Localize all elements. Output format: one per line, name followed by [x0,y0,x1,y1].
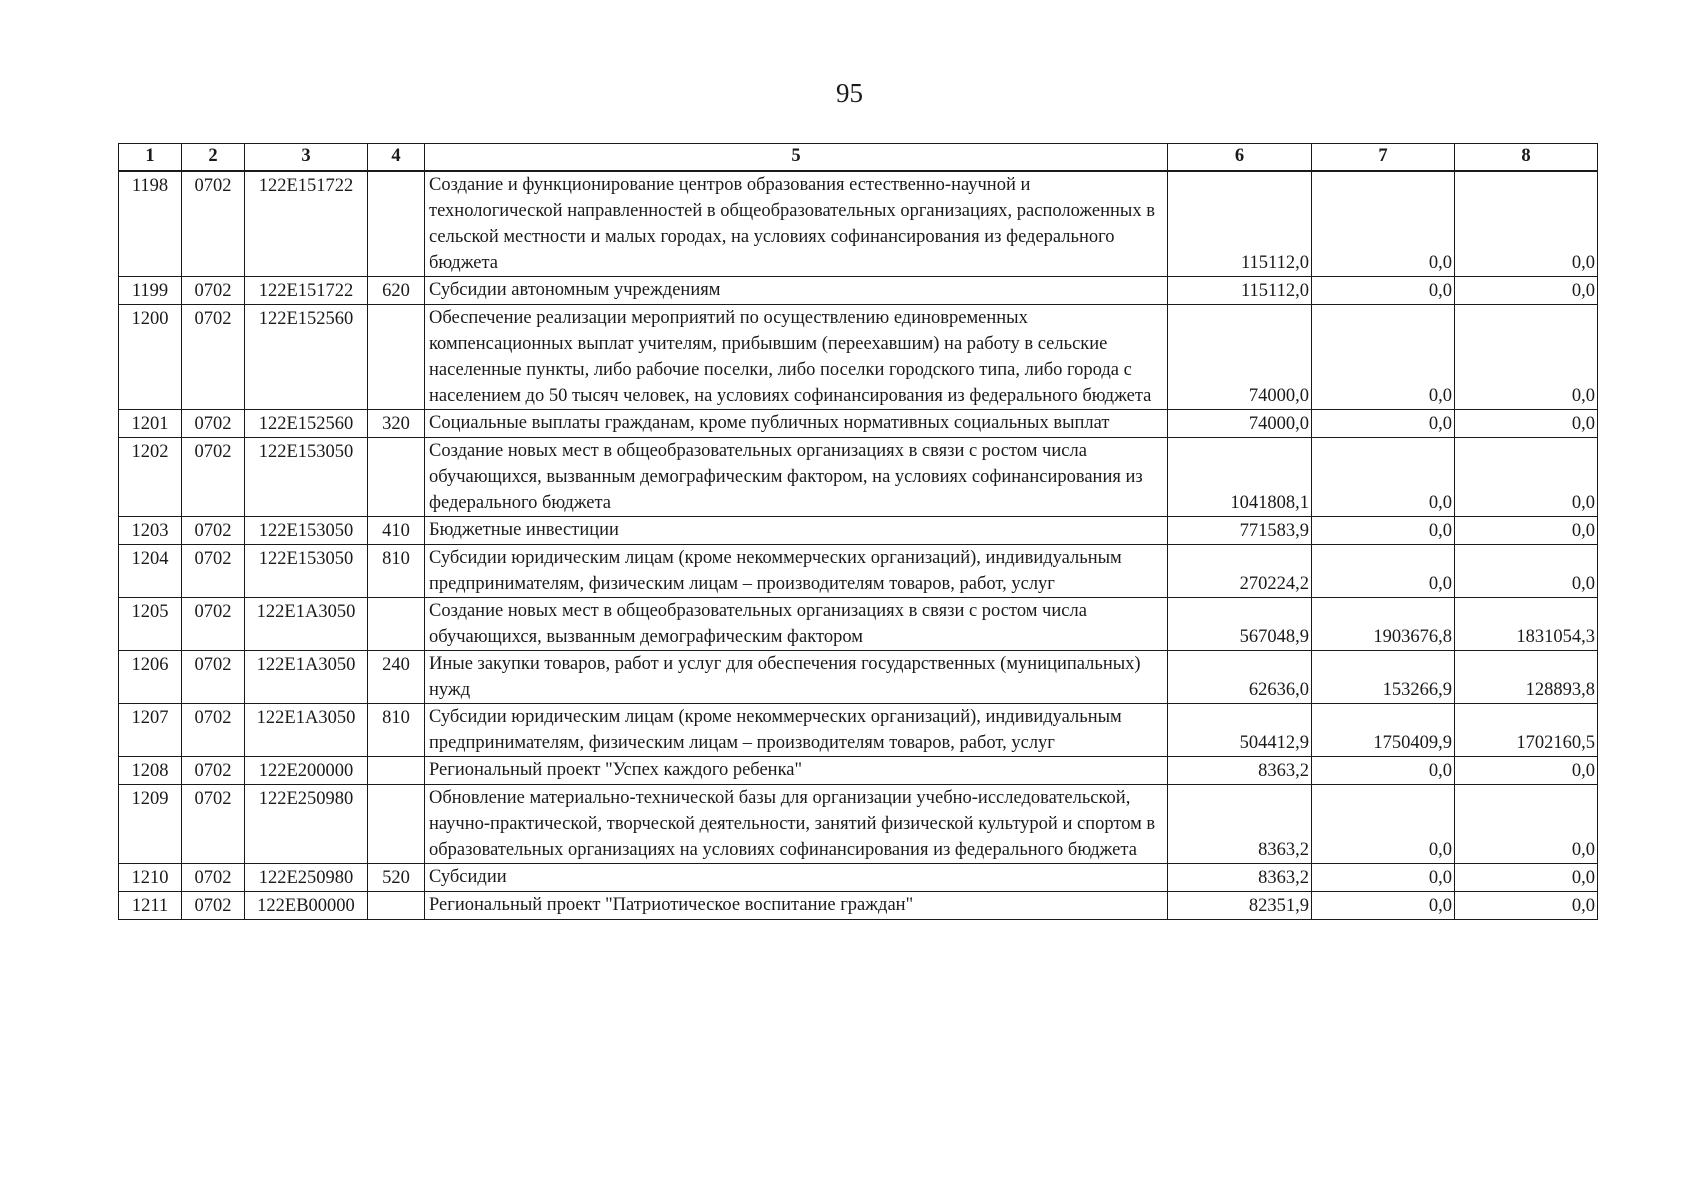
expense-type-code [368,785,425,864]
table-row [119,171,1598,277]
table-header-row [119,144,1598,172]
amount-col-7: 153266,9 [1312,651,1455,704]
expense-type-code: 810 [368,704,425,757]
amount-col-7: 0,0 [1312,171,1455,277]
table-row [119,864,1598,892]
target-article-code: 122E151722 [245,277,368,305]
amount-col-7: 0,0 [1312,785,1455,864]
amount-col-6: 8363,2 [1168,864,1312,892]
amount-col-8: 0,0 [1455,517,1598,545]
target-article-code: 122EB00000 [245,892,368,920]
amount-col-6: 567048,9 [1168,598,1312,651]
amount-col-6: 270224,2 [1168,545,1312,598]
amount-col-6: 8363,2 [1168,757,1312,785]
table-row [119,704,1598,757]
row-number: 1210 [119,864,182,892]
row-description: Субсидии юридическим лицам (кроме некоммерческих организаций), индивидуальным предпринимателям, физическим лицам – производителям товаров, работ, услуг [425,704,1168,757]
amount-col-6: 115112,0 [1168,171,1312,277]
row-description: Создание новых мест в общеобразовательных организациях в связи с ростом числа обучающихся, вызванным демографическим фактором [425,598,1168,651]
section-code: 0702 [182,864,245,892]
section-code: 0702 [182,438,245,517]
row-number: 1211 [119,892,182,920]
amount-col-8: 0,0 [1455,785,1598,864]
target-article-code: 122E250980 [245,864,368,892]
section-code: 0702 [182,410,245,438]
amount-col-7: 0,0 [1312,277,1455,305]
amount-col-8: 0,0 [1455,410,1598,438]
target-article-code: 122E152560 [245,410,368,438]
section-code: 0702 [182,757,245,785]
amount-col-6: 74000,0 [1168,410,1312,438]
expense-type-code: 520 [368,864,425,892]
column-header: 4 [368,144,425,172]
expense-type-code [368,171,425,277]
amount-col-7: 0,0 [1312,517,1455,545]
page-number: 95 [836,78,863,108]
amount-col-6: 771583,9 [1168,517,1312,545]
table-row [119,598,1598,651]
amount-col-7: 0,0 [1312,864,1455,892]
amount-col-7: 1750409,9 [1312,704,1455,757]
row-description: Региональный проект "Успех каждого ребенка" [425,757,1168,785]
row-number: 1207 [119,704,182,757]
section-code: 0702 [182,892,245,920]
row-description: Социальные выплаты гражданам, кроме публичных нормативных социальных выплат [425,410,1168,438]
section-code: 0702 [182,517,245,545]
row-number: 1209 [119,785,182,864]
table-row [119,277,1598,305]
table-row [119,517,1598,545]
row-description: Создание новых мест в общеобразовательных организациях в связи с ростом числа обучающихся, вызванным демографическим фактором, на условиях софинансирования из федерального бюджета [425,438,1168,517]
target-article-code: 122E152560 [245,305,368,410]
row-number: 1208 [119,757,182,785]
row-number: 1200 [119,305,182,410]
row-number: 1198 [119,171,182,277]
amount-col-8: 0,0 [1455,171,1598,277]
target-article-code: 122E153050 [245,545,368,598]
expense-type-code: 620 [368,277,425,305]
row-description: Обновление материально-технической базы для организации учебно-исследовательской, научно-практической, творческой деятельности, занятий физической культурой и спортом в образовательных организациях на условиях софинансирования из федерального бюджета [425,785,1168,864]
column-header: 3 [245,144,368,172]
amount-col-8: 0,0 [1455,892,1598,920]
row-description: Обеспечение реализации мероприятий по осуществлению единовременных компенсационных выплат учителям, прибывшим (переехавшим) на работу в сельские населенные пункты, либо рабочие поселки, либо поселки городского типа, либо города с населением до 50 тысяч человек, на условиях софинансирования из федерального бюджета [425,305,1168,410]
expense-type-code [368,305,425,410]
expense-type-code [368,892,425,920]
row-description: Иные закупки товаров, работ и услуг для обеспечения государственных (муниципальных) нужд [425,651,1168,704]
amount-col-8: 0,0 [1455,277,1598,305]
amount-col-6: 82351,9 [1168,892,1312,920]
amount-col-8: 0,0 [1455,545,1598,598]
expense-type-code: 240 [368,651,425,704]
section-code: 0702 [182,704,245,757]
row-description: Субсидии юридическим лицам (кроме некоммерческих организаций), индивидуальным предпринимателям, физическим лицам – производителям товаров, работ, услуг [425,545,1168,598]
row-number: 1201 [119,410,182,438]
amount-col-6: 8363,2 [1168,785,1312,864]
row-description: Создание и функционирование центров образования естественно-научной и технологической направленностей в общеобразовательных организациях, расположенных в сельской местности и малых городах, на условиях софинансирования из федерального бюджета [425,171,1168,277]
amount-col-8: 0,0 [1455,438,1598,517]
amount-col-8: 1831054,3 [1455,598,1598,651]
table-row [119,651,1598,704]
section-code: 0702 [182,598,245,651]
target-article-code: 122E153050 [245,517,368,545]
target-article-code: 122E1A3050 [245,651,368,704]
amount-col-7: 0,0 [1312,757,1455,785]
row-description: Субсидии автономным учреждениям [425,277,1168,305]
section-code: 0702 [182,785,245,864]
budget-table [118,143,1598,920]
row-number: 1205 [119,598,182,651]
table-row [119,410,1598,438]
amount-col-8: 0,0 [1455,864,1598,892]
column-header: 6 [1168,144,1312,172]
expense-type-code: 320 [368,410,425,438]
row-description: Бюджетные инвестиции [425,517,1168,545]
section-code: 0702 [182,651,245,704]
expense-type-code [368,757,425,785]
amount-col-6: 504412,9 [1168,704,1312,757]
row-number: 1204 [119,545,182,598]
column-header: 7 [1312,144,1455,172]
amount-col-7: 0,0 [1312,305,1455,410]
amount-col-7: 0,0 [1312,410,1455,438]
amount-col-8: 1702160,5 [1455,704,1598,757]
expense-type-code: 410 [368,517,425,545]
row-description: Субсидии [425,864,1168,892]
row-number: 1203 [119,517,182,545]
table-row [119,757,1598,785]
amount-col-7: 1903676,8 [1312,598,1455,651]
target-article-code: 122E1A3050 [245,704,368,757]
row-number: 1202 [119,438,182,517]
target-article-code: 122E200000 [245,757,368,785]
amount-col-7: 0,0 [1312,438,1455,517]
amount-col-6: 74000,0 [1168,305,1312,410]
table-row [119,892,1598,920]
target-article-code: 122E153050 [245,438,368,517]
amount-col-6: 62636,0 [1168,651,1312,704]
section-code: 0702 [182,277,245,305]
amount-col-6: 1041808,1 [1168,438,1312,517]
amount-col-8: 0,0 [1455,757,1598,785]
column-header: 2 [182,144,245,172]
row-number: 1199 [119,277,182,305]
amount-col-7: 0,0 [1312,892,1455,920]
expense-type-code [368,438,425,517]
expense-type-code [368,598,425,651]
column-header: 8 [1455,144,1598,172]
column-header: 5 [425,144,1168,172]
amount-col-8: 128893,8 [1455,651,1598,704]
amount-col-6: 115112,0 [1168,277,1312,305]
table-row [119,305,1598,410]
section-code: 0702 [182,545,245,598]
amount-col-8: 0,0 [1455,305,1598,410]
row-number: 1206 [119,651,182,704]
table-row [119,785,1598,864]
amount-col-7: 0,0 [1312,545,1455,598]
target-article-code: 122E1A3050 [245,598,368,651]
column-header: 1 [119,144,182,172]
table-row [119,438,1598,517]
section-code: 0702 [182,305,245,410]
target-article-code: 122E151722 [245,171,368,277]
row-description: Региональный проект "Патриотическое воспитание граждан" [425,892,1168,920]
expense-type-code: 810 [368,545,425,598]
table-row [119,545,1598,598]
section-code: 0702 [182,171,245,277]
target-article-code: 122E250980 [245,785,368,864]
